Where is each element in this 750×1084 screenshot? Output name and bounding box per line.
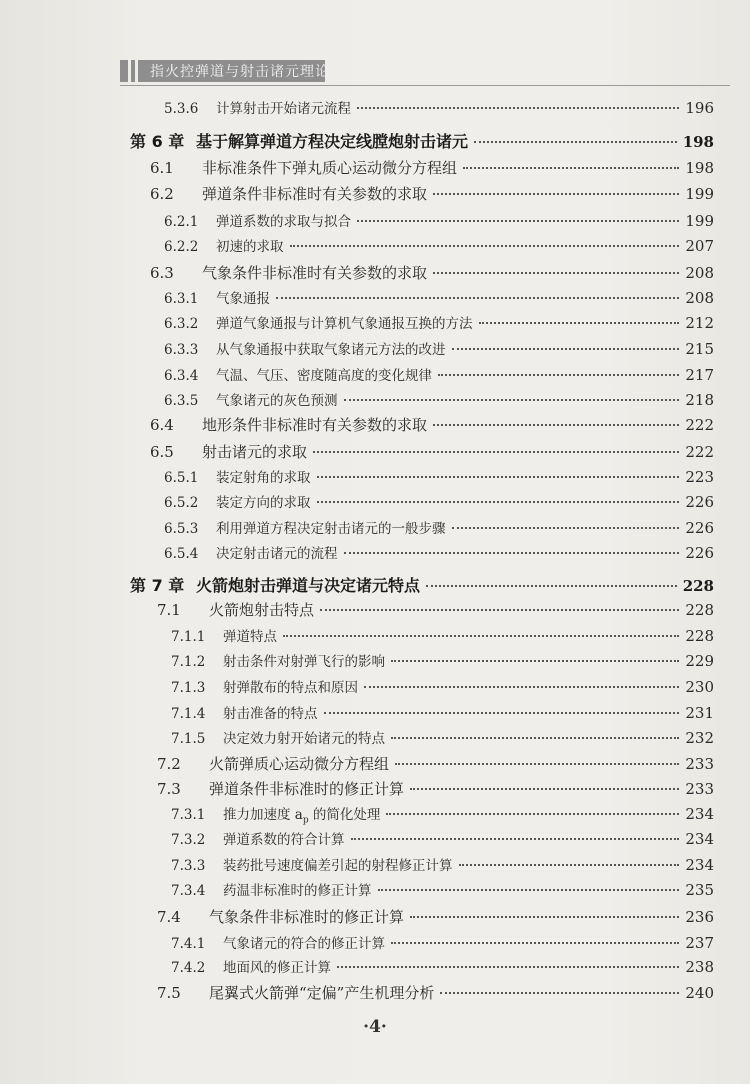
subscript: p: [302, 815, 309, 826]
toc-entry[interactable]: [171, 932, 714, 956]
toc-page-number: 229: [685, 652, 714, 670]
dot-leader: [357, 107, 679, 109]
toc-page-number: 236: [685, 908, 714, 926]
toc-page-number: 198: [685, 159, 714, 177]
toc-entry[interactable]: [164, 210, 714, 234]
dot-leader: [344, 399, 680, 401]
dot-leader: [474, 141, 677, 143]
dot-leader: [283, 635, 679, 637]
toc-entry-title: 装定方向的求取: [216, 495, 311, 511]
toc-entry-number: 5.3.6: [164, 101, 199, 117]
dot-leader: [426, 585, 677, 587]
toc-entry[interactable]: [164, 97, 714, 121]
dot-leader: [344, 552, 680, 554]
toc-page-number: 234: [685, 805, 714, 823]
toc-entry-title: 弹道气象通报与计算机气象通报互换的方法: [216, 316, 473, 332]
toc-entry[interactable]: [171, 879, 714, 903]
toc-entry[interactable]: [164, 338, 714, 362]
dot-leader: [438, 374, 679, 376]
toc-entry-number: 7.1.3: [171, 680, 206, 696]
toc-page-number: 240: [685, 984, 714, 1002]
toc-page-number: 235: [685, 881, 714, 899]
toc-entry-title: 射击条件对射弹飞行的影响: [223, 654, 385, 670]
toc-page-number: 234: [685, 856, 714, 874]
toc-entry[interactable]: [164, 287, 714, 311]
toc-entry[interactable]: [157, 906, 714, 930]
toc-entry[interactable]: [164, 491, 714, 515]
toc-entry-number: 6.3.5: [164, 393, 199, 409]
toc-entry-title: 弹道系数的求取与拟合: [216, 214, 351, 230]
toc-page-number: 196: [685, 99, 714, 117]
toc-entry[interactable]: [150, 414, 714, 438]
toc-entry-number: 6.3.3: [164, 342, 199, 358]
toc-page-number: 233: [685, 755, 714, 773]
toc-entry-title: 弹道系数的符合计算: [223, 832, 345, 848]
toc-entry-number: 7.1.5: [171, 731, 206, 747]
toc-page-number: 217: [685, 366, 714, 384]
toc-entry-number: 6.5.3: [164, 521, 199, 537]
toc-entry-number: 7.4: [157, 908, 181, 926]
toc-entry[interactable]: [171, 676, 714, 700]
toc-entry-number: 6.1: [150, 159, 174, 177]
dot-leader: [290, 245, 680, 247]
toc-page-number: 226: [685, 493, 714, 511]
toc-entry-title: 射击诸元的求取: [202, 443, 308, 461]
toc-entry-number: 6.2.2: [164, 239, 199, 255]
toc-entry-number: 7.1.2: [171, 654, 206, 670]
toc-entry-title: 决定效力射开始诸元的特点: [223, 731, 385, 747]
toc-entry[interactable]: [171, 803, 714, 827]
toc-page-number: 238: [685, 958, 714, 976]
toc-page-number: 222: [685, 443, 714, 461]
toc-entry[interactable]: [164, 517, 714, 541]
toc-page-number: 228: [685, 601, 714, 619]
dot-leader: [395, 763, 679, 765]
toc-page-number: 226: [685, 519, 714, 537]
toc-entry-number: 第 7 章: [130, 576, 185, 595]
toc-page-number: 208: [685, 289, 714, 307]
dot-leader: [433, 272, 679, 274]
toc-entry-number: 7.3.4: [171, 883, 206, 899]
dot-leader: [391, 737, 679, 739]
toc-entry-title: 药温非标准时的修正计算: [223, 883, 372, 899]
dot-leader: [410, 916, 679, 918]
toc-entry-number: 6.2.1: [164, 214, 199, 230]
toc-entry-title: 气象条件非标准时有关参数的求取: [202, 264, 428, 282]
toc-entry-title: 气象通报: [216, 291, 270, 307]
toc-entry-title: 气象诸元的符合的修正计算: [223, 936, 385, 952]
toc-entry[interactable]: [157, 599, 714, 623]
dot-leader: [433, 193, 679, 195]
toc-entry-number: 7.2: [157, 755, 181, 773]
toc-entry-number: 6.5.4: [164, 546, 199, 562]
toc-entry[interactable]: [171, 702, 714, 726]
toc-page-number: 232: [685, 729, 714, 747]
toc-page-number: 237: [685, 934, 714, 952]
toc-page-number: 218: [685, 391, 714, 409]
toc-entry-title: 装药批号速度偏差引起的射程修正计算: [223, 858, 453, 874]
dot-leader: [276, 297, 679, 299]
dot-leader: [386, 813, 679, 815]
dot-leader: [313, 451, 679, 453]
toc-entry[interactable]: [171, 828, 714, 852]
dot-leader: [459, 864, 680, 866]
dot-leader: [452, 527, 680, 529]
toc-entry-number: 7.1: [157, 601, 181, 619]
dot-leader: [452, 348, 680, 350]
dot-leader: [317, 476, 680, 478]
toc-entry-number: 7.3.1: [171, 807, 206, 823]
toc-entry-number: 6.4: [150, 416, 174, 434]
dot-leader: [317, 501, 680, 503]
toc-entry[interactable]: [157, 753, 714, 777]
toc-entry[interactable]: [164, 466, 714, 490]
toc-entry-number: 6.2: [150, 185, 174, 203]
toc-entry-number: 第 6 章: [130, 132, 185, 151]
toc-entry-title: 非标准条件下弹丸质心运动微分方程组: [202, 159, 458, 177]
toc-page-number: 228: [685, 627, 714, 645]
toc-page-number: 223: [685, 468, 714, 486]
dot-leader: [410, 788, 679, 790]
toc-entry-number: 7.4.2: [171, 960, 206, 976]
toc-entry[interactable]: [164, 364, 714, 388]
toc-page-number: 230: [685, 678, 714, 696]
toc-entry-title: 地面风的修正计算: [223, 960, 331, 976]
toc-entry[interactable]: [171, 854, 714, 878]
toc-entry-title: 尾翼式火箭弹“定偏”产生机理分析: [209, 984, 435, 1002]
toc-page-number: 234: [685, 830, 714, 848]
toc-entry[interactable]: [164, 235, 714, 259]
toc-entry-number: 6.3.1: [164, 291, 199, 307]
toc-entry-title: 计算射击开始诸元流程: [216, 101, 351, 117]
toc-entry-title: 弹道特点: [223, 629, 277, 645]
toc-page-number: 198: [682, 133, 714, 151]
toc-entry-title: 火箭炮射击特点: [209, 601, 315, 619]
toc-entry[interactable]: [150, 157, 714, 181]
dot-leader: [324, 712, 680, 714]
toc-page-number: 226: [685, 544, 714, 562]
toc-entry-title: 气温、气压、密度随高度的变化规律: [216, 368, 432, 384]
toc-entry-number: 7.3.3: [171, 858, 206, 874]
toc-entry-title: 推力加速度 $a_p$ 的简化处理: [223, 807, 381, 826]
toc-entry-title: 火箭弹质心运动微分方程组: [209, 755, 390, 773]
toc-entry-title: 基于解算弹道方程决定线膛炮射击诸元: [196, 132, 469, 151]
dot-leader: [391, 660, 679, 662]
toc-entry[interactable]: [171, 650, 714, 674]
toc-entry[interactable]: [157, 778, 714, 802]
toc-entry-number: 6.5: [150, 443, 174, 461]
dot-leader: [351, 838, 680, 840]
dot-leader: [357, 220, 679, 222]
toc-entry-number: 7.4.1: [171, 936, 206, 952]
toc-entry-number: 7.3: [157, 780, 181, 798]
toc-page-number: 208: [685, 264, 714, 282]
toc-entry-title: 从气象通报中获取气象诸元方法的改进: [216, 342, 446, 358]
toc-entry-title: 气象诸元的灰色预测: [216, 393, 338, 409]
toc-entry-number: 7.3.2: [171, 832, 206, 848]
toc-page-number: 222: [685, 416, 714, 434]
toc-entry-number: 7.1.1: [171, 629, 206, 645]
toc-entry[interactable]: [150, 183, 714, 207]
toc-entry-title: 弹道条件非标准时的修正计算: [209, 780, 405, 798]
toc-entry[interactable]: [164, 542, 714, 566]
dot-leader: [378, 889, 680, 891]
toc-entry-title: 利用弹道方程决定射击诸元的一般步骤: [216, 521, 446, 537]
toc-entry-title: 气象条件非标准时的修正计算: [209, 908, 405, 926]
toc-page-number: 228: [682, 577, 714, 595]
dot-leader: [320, 609, 679, 611]
toc-entry-title: 决定射击诸元的流程: [216, 546, 338, 562]
toc-entry[interactable]: [150, 262, 714, 286]
toc-entry-number: 6.5.1: [164, 470, 199, 486]
toc-entry-title: 初速的求取: [216, 239, 284, 255]
toc-entry-number: 6.3: [150, 264, 174, 282]
dot-leader: [479, 322, 680, 324]
dot-leader: [364, 686, 679, 688]
toc-entry[interactable]: [171, 727, 714, 751]
toc-entry[interactable]: [171, 956, 714, 980]
toc-page-number: 233: [685, 780, 714, 798]
page-number: ·4·: [363, 1017, 387, 1037]
toc-entry[interactable]: [150, 441, 714, 465]
toc-entry-title: 射弹散布的特点和原因: [223, 680, 358, 696]
toc-entry-number: 6.3.2: [164, 316, 199, 332]
toc-page-number: 207: [685, 237, 714, 255]
toc-page-number: 215: [685, 340, 714, 358]
toc-entry[interactable]: [171, 625, 714, 649]
dot-leader: [440, 992, 679, 994]
dot-leader: [433, 424, 679, 426]
running-header: [120, 57, 730, 86]
toc-entry-number: 6.3.4: [164, 368, 199, 384]
dot-leader: [391, 942, 679, 944]
toc-page-number: 199: [685, 212, 714, 230]
toc-entry[interactable]: [130, 573, 714, 597]
dot-leader: [463, 167, 679, 169]
toc-entry-title: 弹道条件非标准时有关参数的求取: [202, 185, 428, 203]
toc-entry-number: 7.5: [157, 984, 181, 1002]
toc-entry[interactable]: [130, 129, 714, 153]
toc-entry[interactable]: [164, 312, 714, 336]
toc-entry-title: 地形条件非标准时有关参数的求取: [202, 416, 428, 434]
toc-entry[interactable]: [164, 389, 714, 413]
toc-entry-title: 火箭炮射击弹道与决定诸元特点: [196, 576, 421, 595]
toc-entry-title: 装定射角的求取: [216, 470, 311, 486]
toc-page-number: 231: [685, 704, 714, 722]
toc-page-number: 199: [685, 185, 714, 203]
toc-entry[interactable]: [157, 982, 714, 1006]
dot-leader: [337, 966, 679, 968]
toc-entry-title: 射击准备的特点: [223, 706, 318, 722]
toc-entry-number: 7.1.4: [171, 706, 206, 722]
toc-entry-number: 6.5.2: [164, 495, 199, 511]
toc-page-number: 212: [685, 314, 714, 332]
header-title: 指火控弹道与射击诸元理论: [150, 64, 330, 80]
